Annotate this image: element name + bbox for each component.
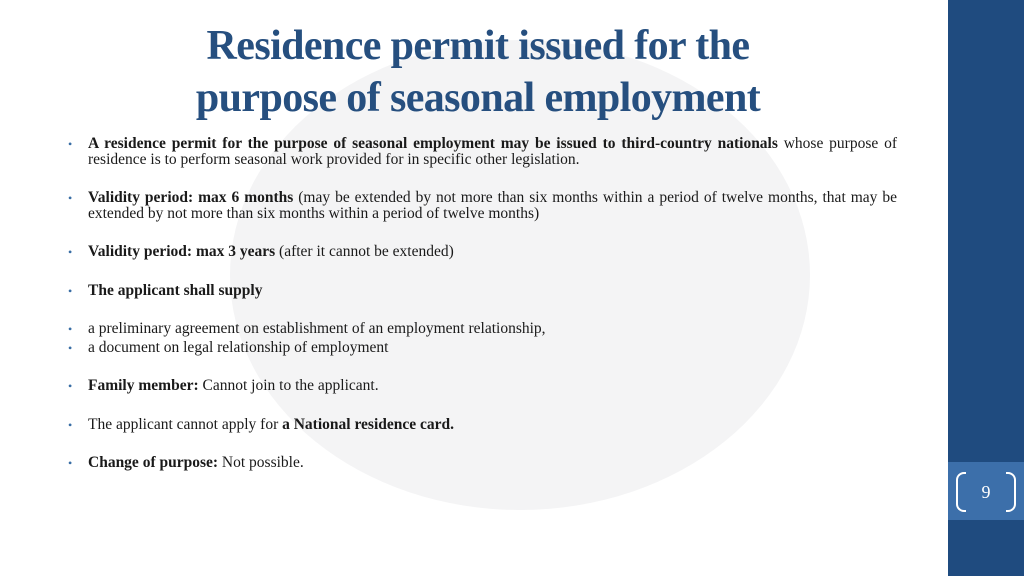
page-number-box (948, 462, 1024, 520)
list-item (68, 136, 897, 168)
list-item (68, 455, 897, 471)
list-item (68, 244, 897, 260)
bullet-bold: a National residence card. (282, 416, 455, 433)
list-item (68, 283, 897, 299)
bullet-bold: Family member: (88, 377, 199, 394)
bullet-bold: Validity period: max 6 months (88, 189, 294, 206)
bullet-bold: Change of purpose: (88, 454, 219, 471)
bullet-text: whose purpose of residence is to perform seasonal work provided for in specific other legislation. (88, 135, 898, 168)
list-item (68, 190, 897, 222)
bullet-text: Not possible. (218, 454, 304, 471)
bullet-bold: The applicant shall supply (88, 282, 263, 299)
slide-title (0, 20, 956, 124)
bullet-bold: A residence permit for the purpose of seasonal employment may be issued to third-country nationals (88, 135, 778, 152)
bullet-text: a preliminary agreement on establishment of an employment relationship, (88, 320, 546, 337)
bullet-text: Cannot join to the applicant. (198, 377, 379, 394)
list-item (68, 321, 897, 337)
title-line-2: purpose of seasonal employment (195, 75, 761, 121)
bullet-bold: Validity period: max 3 years (88, 243, 276, 260)
list-item (68, 378, 897, 394)
bullet-text: The applicant cannot apply for (88, 416, 283, 433)
bullet-text: a document on legal relationship of employment (88, 339, 389, 356)
title-line-1: Residence permit issued for the (206, 23, 750, 69)
list-item (68, 340, 897, 356)
bullet-text: (after it cannot be extended) (275, 243, 454, 260)
page-number: 9 (981, 482, 991, 502)
list-item (68, 417, 897, 433)
bullet-text: (may be extended by not more than six months within a period of twelve months, that may be extended by not more than six months within a period of twelve months) (88, 189, 897, 222)
